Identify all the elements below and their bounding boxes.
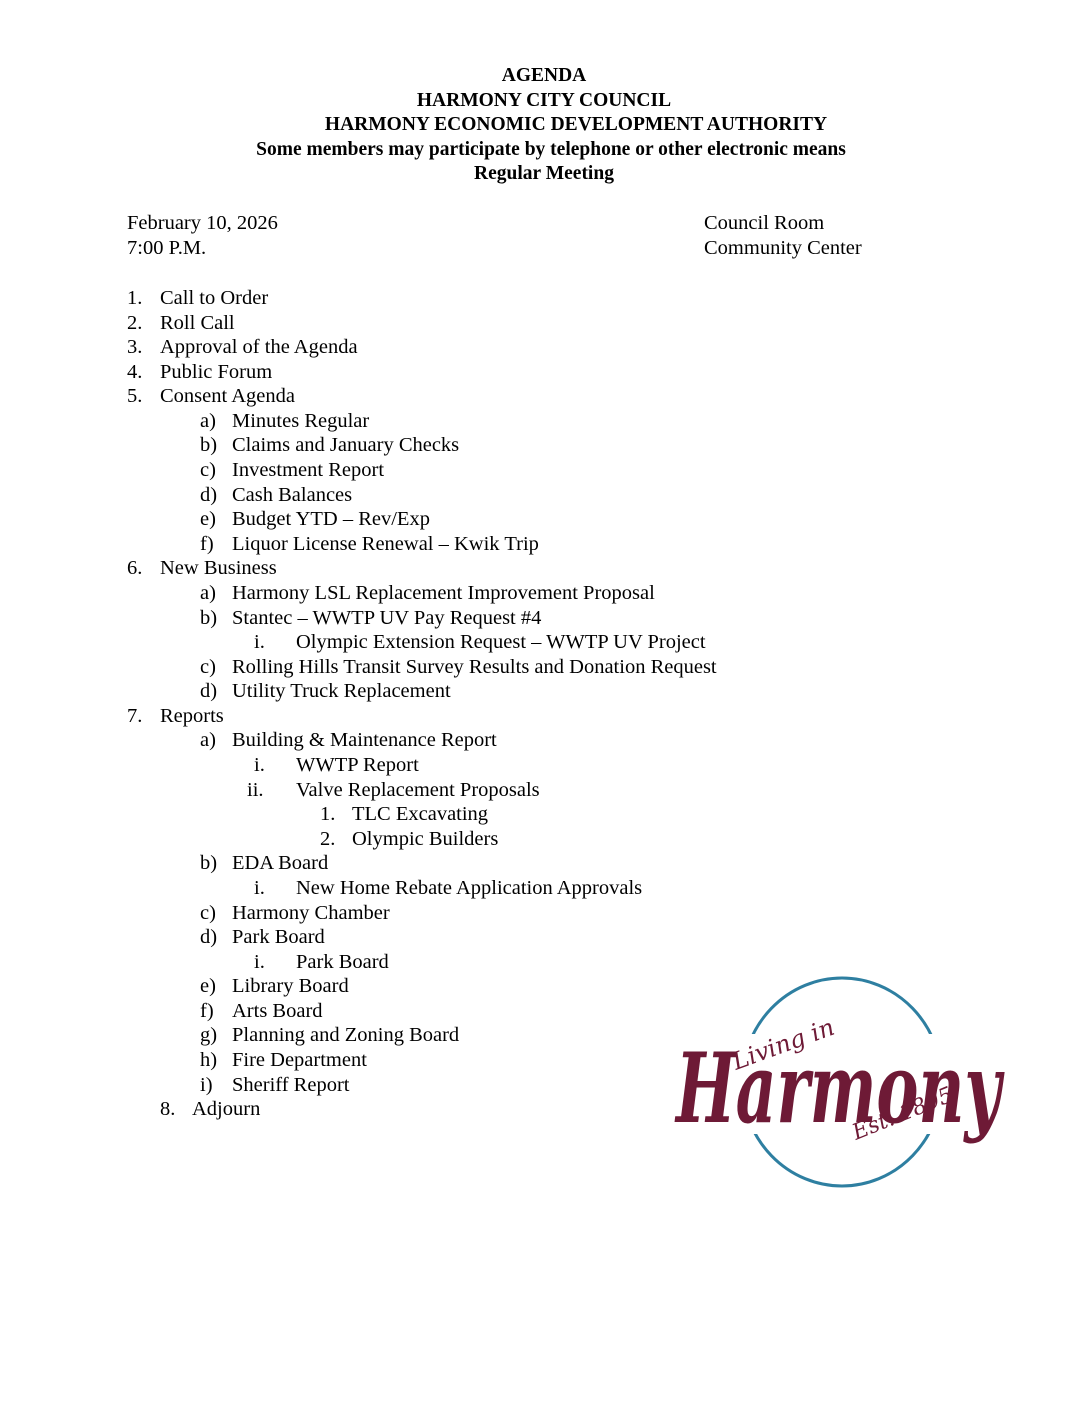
- meeting-location: Community Center: [704, 237, 862, 259]
- agenda-item-marker: e): [200, 975, 216, 998]
- agenda-item-text: Arts Board: [232, 999, 323, 1022]
- logo-est-year: Est. 1895: [848, 1082, 957, 1146]
- agenda-item-marker: i.: [254, 950, 265, 973]
- agenda-item-text: Utility Truck Replacement: [232, 680, 451, 703]
- agenda-item-text: Adjourn: [192, 1098, 261, 1121]
- meeting-room: Council Room: [704, 212, 825, 234]
- agenda-item-marker: d): [200, 926, 218, 949]
- agenda-item-text: Investment Report: [232, 459, 385, 482]
- agenda-item-marker: f): [200, 532, 214, 555]
- agenda-item-marker: d): [200, 483, 218, 506]
- agenda-item-marker: b): [200, 606, 218, 629]
- agenda-item-text: Roll Call: [160, 311, 235, 334]
- header-council: HARMONY CITY COUNCIL: [416, 89, 672, 111]
- agenda-item-text: Valve Replacement Proposals: [296, 778, 540, 801]
- header-participation-note: Some members may participate by telephone or other electronic means: [256, 138, 846, 160]
- agenda-item-marker: ii.: [247, 778, 264, 801]
- agenda-item-text: EDA Board: [232, 852, 329, 875]
- agenda-item-text: Park Board: [296, 950, 389, 973]
- agenda-item-marker: 6.: [127, 557, 143, 580]
- agenda-item-text: Stantec – WWTP UV Pay Request #4: [232, 606, 542, 629]
- agenda-item-text: Planning and Zoning Board: [232, 1024, 460, 1047]
- agenda-item-text: Consent Agenda: [160, 385, 295, 408]
- agenda-item-marker: i): [200, 1073, 213, 1096]
- agenda-item-marker: 7.: [127, 704, 143, 727]
- agenda-item-marker: b): [200, 852, 218, 875]
- agenda-item-text: Building & Maintenance Report: [232, 729, 497, 752]
- agenda-item-marker: c): [200, 655, 216, 678]
- agenda-item-marker: 2.: [127, 311, 143, 334]
- agenda-item-text: Reports: [160, 704, 224, 727]
- header-meeting-type: Regular Meeting: [474, 163, 614, 185]
- agenda-item-marker: a): [200, 581, 216, 604]
- agenda-item-text: Harmony Chamber: [232, 901, 390, 924]
- logo-harmony-word: Harmony: [674, 1032, 1006, 1145]
- meeting-date: February 10, 2026: [127, 212, 278, 234]
- agenda-item-marker: 4.: [127, 360, 143, 383]
- agenda-item-text: Library Board: [232, 975, 349, 998]
- meeting-time: 7:00 P.M.: [127, 237, 207, 259]
- agenda-item-marker: a): [200, 729, 216, 752]
- agenda-item-marker: i.: [254, 631, 265, 654]
- agenda-item-marker: b): [200, 434, 218, 457]
- agenda-item-marker: f): [200, 999, 214, 1022]
- agenda-item-marker: c): [200, 459, 216, 482]
- agenda-item-marker: i.: [254, 876, 265, 899]
- agenda-item-marker: g): [200, 1024, 218, 1047]
- agenda-item-text: Approval of the Agenda: [160, 336, 358, 359]
- agenda-item-marker: d): [200, 680, 218, 703]
- agenda-item-text: Olympic Extension Request – WWTP UV Project: [296, 631, 706, 654]
- agenda-item-text: Fire Department: [232, 1048, 367, 1071]
- agenda-item-text: Liquor License Renewal – Kwik Trip: [232, 532, 539, 555]
- agenda-item-text: TLC Excavating: [352, 803, 489, 826]
- living-in-harmony-logo: [666, 964, 1012, 1204]
- agenda-item-text: Minutes Regular: [232, 409, 370, 432]
- agenda-item-marker: a): [200, 409, 216, 432]
- agenda-item-marker: e): [200, 508, 216, 531]
- agenda-item-text: Sheriff Report: [232, 1073, 350, 1096]
- agenda-item-text: Rolling Hills Transit Survey Results and Donation Request: [232, 655, 717, 678]
- agenda-item-text: Public Forum: [160, 360, 273, 383]
- agenda-item-marker: 3.: [127, 336, 143, 359]
- agenda-item-text: Claims and January Checks: [232, 434, 460, 457]
- header-eda: HARMONY ECONOMIC DEVELOPMENT AUTHORITY: [324, 114, 828, 136]
- header-title: AGENDA: [501, 65, 587, 86]
- agenda-item-text: Budget YTD – Rev/Exp: [232, 508, 430, 531]
- agenda-item-text: Cash Balances: [232, 483, 353, 506]
- agenda-header: [0, 64, 1088, 187]
- agenda-item-text: Olympic Builders: [352, 827, 499, 850]
- agenda-item-text: WWTP Report: [296, 754, 419, 777]
- agenda-item-text: Call to Order: [160, 287, 269, 309]
- agenda-item-text: Park Board: [232, 926, 325, 949]
- agenda-item-marker: 1.: [127, 287, 143, 309]
- agenda-item-marker: 8.: [160, 1098, 176, 1121]
- agenda-item-marker: c): [200, 901, 216, 924]
- agenda-item-text: Harmony LSL Replacement Improvement Proposal: [232, 581, 655, 604]
- agenda-item-marker: 5.: [127, 385, 143, 408]
- agenda-item-text: New Business: [160, 557, 277, 580]
- agenda-item-marker: h): [200, 1048, 218, 1071]
- agenda-item-marker: 2.: [320, 827, 336, 850]
- agenda-item-marker: i.: [254, 754, 265, 777]
- agenda-item-marker: 1.: [320, 803, 336, 826]
- logo-living-in: Living in: [728, 1012, 839, 1076]
- agenda-item-text: New Home Rebate Application Approvals: [296, 876, 643, 899]
